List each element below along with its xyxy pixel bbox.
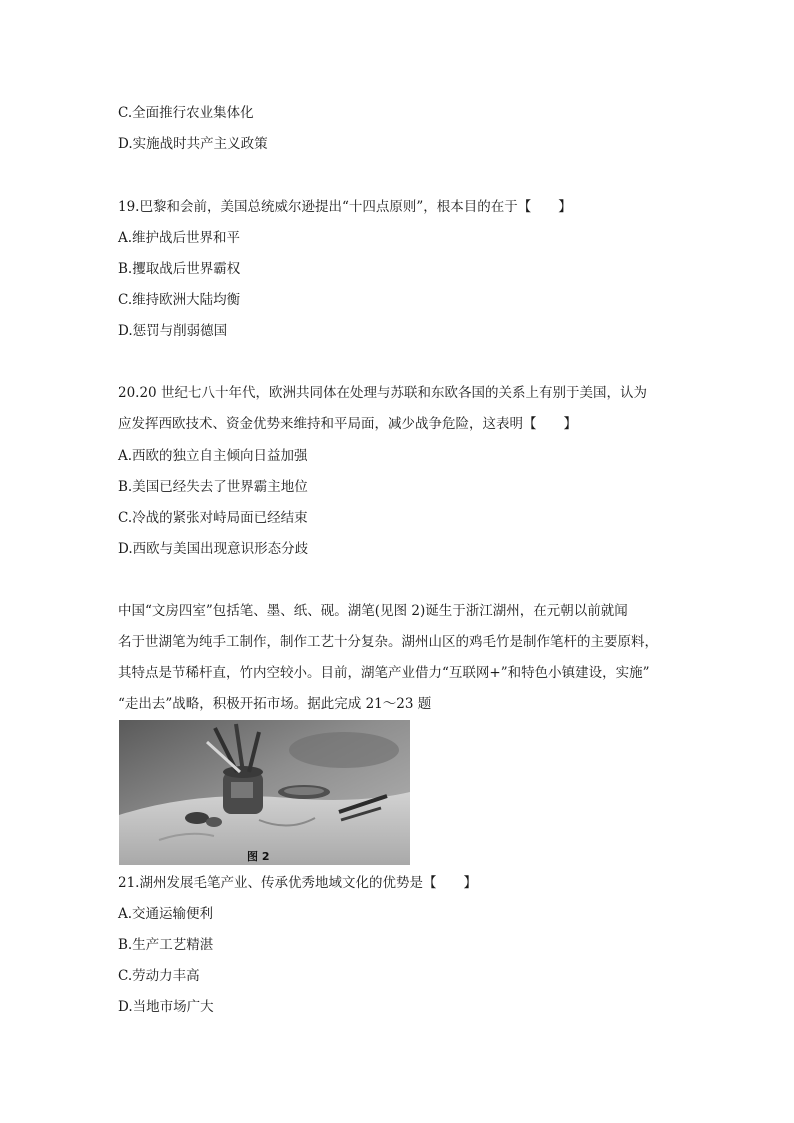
q18-option-c: C.全面推行农业集体化	[118, 105, 254, 121]
q21-option-c: C.劳动力丰高	[118, 968, 200, 984]
passage-line-3: 其特点是节稀杆直，竹内空较小。目前，湖笔产业借力“互联网+”和特色小镇建设，实施”	[118, 665, 650, 681]
q21-option-b: B.生产工艺精湛	[118, 937, 214, 953]
q20-stem-line-2: 应发挥西欧技术、资金优势来维持和平局面，减少战争危险，这表明【 】	[118, 416, 577, 432]
passage-line-1: 中国“文房四室”包括笔、墨、纸、砚。湖笔(见图 2)诞生于浙江湖州，在元朝以前就闻	[118, 603, 628, 619]
q21-option-a: A.交通运输便利	[118, 906, 214, 922]
q20-option-c: C.冷战的紧张对峙局面已经结束	[118, 510, 308, 526]
q20-option-b: B.美国已经失去了世界霸主地位	[118, 479, 308, 495]
q19-option-a: A.维护战后世界和平	[118, 230, 241, 246]
q19-option-b: B.攫取战后世界霸权	[118, 261, 241, 277]
q19-option-d: D.惩罚与削弱德国	[118, 323, 228, 339]
passage-line-4: “走出去”战略，积极开拓市场。据此完成 21～23 题	[118, 696, 432, 712]
q21-stem: 21.湖州发展毛笔产业、传承优秀地域文化的优势是【 】	[118, 875, 477, 891]
q18-option-d: D.实施战时共产主义政策	[118, 136, 268, 152]
passage-line-2: 名于世湖笔为纯手工制作，制作工艺十分复杂。湖州山区的鸡毛竹是制作笔杆的主要原料，	[118, 634, 658, 650]
q20-option-a: A.西欧的独立自主倾向日益加强	[118, 448, 308, 464]
q20-option-d: D.西欧与美国出现意识形态分歧	[118, 541, 309, 557]
q19-stem: 19.巴黎和会前，美国总统威尔逊提出“十四点原则”，根本目的在于【 】	[118, 199, 572, 215]
q19-option-c: C.维持欧洲大陆均衡	[118, 292, 241, 308]
figure-caption: 图 2	[247, 850, 270, 863]
q21-option-d: D.当地市场广大	[118, 999, 214, 1015]
brush-photo	[119, 720, 410, 865]
q20-stem-line-1: 20.20 世纪七八十年代，欧洲共同体在处理与苏联和东欧各国的关系上有别于美国，认为	[118, 385, 647, 401]
